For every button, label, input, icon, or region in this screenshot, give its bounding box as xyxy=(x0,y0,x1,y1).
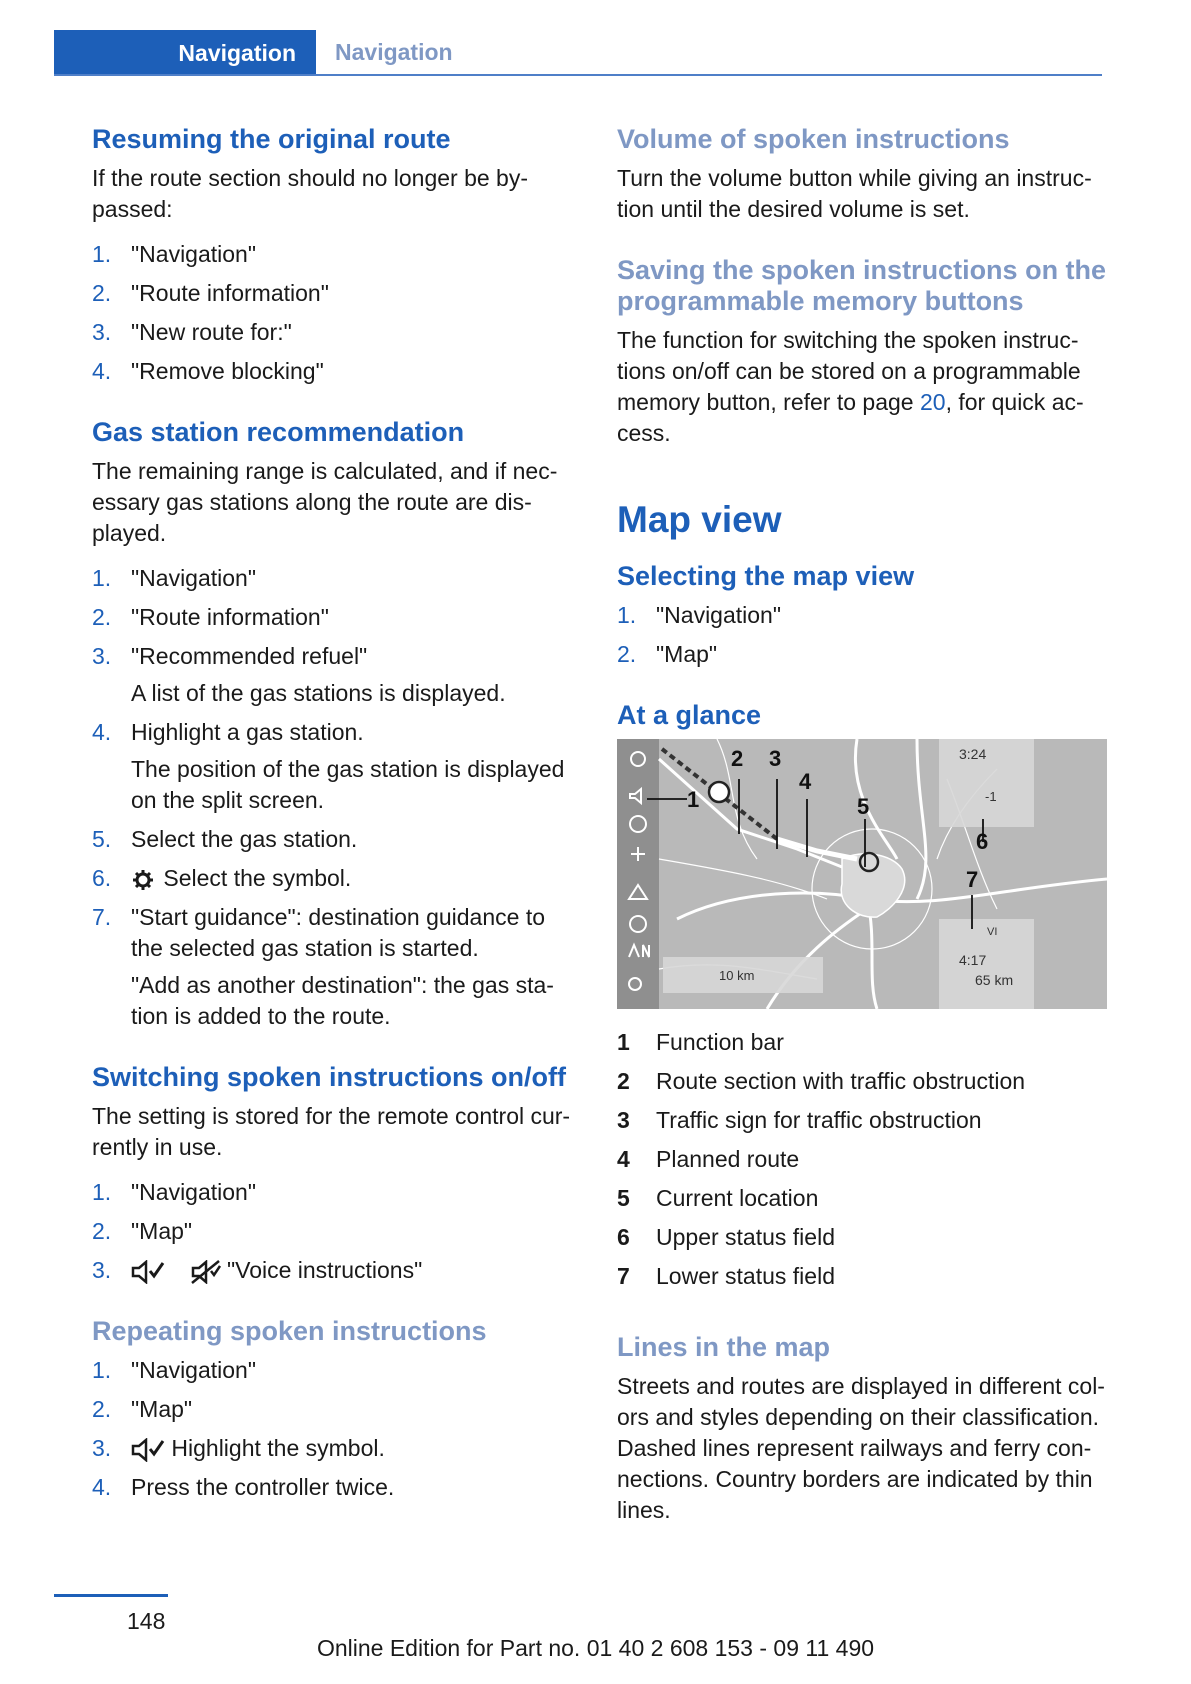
header-tab-label: Navigation xyxy=(178,40,296,66)
section-title: Repeating spoken instructions xyxy=(92,1316,487,1346)
step-item: 3. "Recommended refuel" xyxy=(92,643,368,669)
legend-item: 5 Current location xyxy=(617,1185,819,1211)
section-title: Selecting the map view xyxy=(617,561,915,591)
section-text: The function for switching the spoken instruc-tions on/off can be stored on a programmable memory button, refer to page 20, for quick ac-cess. xyxy=(617,327,1084,446)
page-number: 148 xyxy=(127,1608,166,1634)
speaker-muted-icon xyxy=(191,1260,221,1284)
section-switching xyxy=(92,1062,582,1286)
callout-2: 2 xyxy=(731,746,744,771)
step-item: 1. "Navigation" xyxy=(92,1357,257,1383)
section-text: Streets and routes are displayed in different col-ors and styles depending on their classification. Dashed lines represent railways and ferry con-nections. Country borders are indicated by thin lines. xyxy=(617,1373,1105,1523)
callout-6: 6 xyxy=(976,829,989,854)
step-item: 3. "New route for:" xyxy=(92,319,292,345)
callout-5: 5 xyxy=(857,794,870,819)
legend-item: 6 Upper status field xyxy=(617,1224,835,1250)
map-status-minus: -1 xyxy=(985,789,997,804)
step-item: 1. "Navigation" xyxy=(92,565,257,591)
header-subtitle: Navigation xyxy=(335,39,453,65)
step-list xyxy=(92,1177,582,1286)
section-repeating xyxy=(92,1316,582,1503)
section-text: Turn the volume button while giving an instruc-tion until the desired volume is set. xyxy=(617,165,1092,222)
map-roman: VI xyxy=(987,926,998,938)
section-intro: The remaining range is calculated, and if nec-essary gas stations along the route are dis-played. xyxy=(92,458,558,546)
step-item: 4. "Remove blocking" xyxy=(92,358,324,384)
header-tab xyxy=(54,30,316,76)
step-list xyxy=(92,239,582,387)
section-saving xyxy=(617,255,1107,449)
step-item: 6. Select the symbol. xyxy=(92,865,352,891)
legend-item: 7 Lower status field xyxy=(617,1263,835,1289)
section-lines xyxy=(617,1332,1107,1526)
step-item: 5. Select the gas station. xyxy=(92,826,358,852)
left-column xyxy=(92,124,582,1533)
step-item: 2. "Route information" xyxy=(92,280,329,306)
edition-note: Online Edition for Part no. 01 40 2 608 153 - 09 11 490 xyxy=(316,1635,875,1661)
step-item: 2. "Route information" xyxy=(92,604,329,630)
section-title: Resuming the original route xyxy=(92,124,451,154)
step-note: "Add as another destination": the gas sta-tion is added to the route. xyxy=(131,972,554,1029)
legend-item: 1 Function bar xyxy=(617,1029,784,1055)
legend-item: 3 Traffic sign for traffic obstruction xyxy=(617,1107,982,1133)
chapter-title: Map view xyxy=(617,499,782,540)
section-gas xyxy=(92,417,582,1032)
step-note: The position of the gas station is displayed on the split screen. xyxy=(131,756,565,813)
section-title: Volume of spoken instructions xyxy=(617,124,1010,154)
section-title: Switching spoken instructions on/off xyxy=(92,1062,567,1092)
map-legend xyxy=(617,1027,1107,1292)
section-selecting xyxy=(617,561,1107,670)
section-title: Lines in the map xyxy=(617,1332,831,1362)
map-distance: 65 km xyxy=(975,972,1014,988)
step-item: 1. "Navigation" xyxy=(617,602,782,628)
map-time: 3:24 xyxy=(959,746,987,762)
section-resume xyxy=(92,124,582,387)
section-intro: If the route section should no longer be by-passed: xyxy=(92,165,529,222)
step-item: 7. "Start guidance": destination guidance to the selected gas station is started. xyxy=(92,904,545,961)
step-item: 4. Highlight a gas station. xyxy=(92,719,364,745)
footer-rule xyxy=(54,1594,168,1597)
callout-3: 3 xyxy=(769,746,782,771)
settings-gear-icon xyxy=(131,868,157,892)
step-item: 2. "Map" xyxy=(617,641,718,667)
section-intro: The setting is stored for the remote control cur-rently in use. xyxy=(92,1103,571,1160)
legend-item: 2 Route section with traffic obstruction xyxy=(617,1068,1026,1094)
section-glance xyxy=(617,700,1107,1292)
step-item: 4. Press the controller twice. xyxy=(92,1474,395,1500)
step-item: 1. "Navigation" xyxy=(92,1179,257,1205)
header-rule xyxy=(54,74,1102,76)
section-title: At a glance xyxy=(617,700,762,730)
section-volume xyxy=(617,124,1107,225)
map-eta: 4:17 xyxy=(959,952,987,968)
step-item: 1. "Navigation" xyxy=(92,241,257,267)
section-title: Gas station recommendation xyxy=(92,417,465,447)
step-item: 3. "Voice instructions" xyxy=(92,1257,423,1283)
step-list xyxy=(617,600,1107,670)
speaker-check-icon xyxy=(131,1260,165,1284)
step-item: 2. "Map" xyxy=(92,1396,193,1422)
legend-item: 4 Planned route xyxy=(617,1146,800,1172)
step-note: A list of the gas stations is displayed. xyxy=(131,680,506,706)
step-list xyxy=(92,563,582,1032)
section-title: Saving the spoken instructions on the programmable memory buttons xyxy=(617,255,1107,316)
callout-7: 7 xyxy=(966,867,979,892)
step-item: 2. "Map" xyxy=(92,1218,193,1244)
navigation-map-screenshot xyxy=(617,739,1107,1009)
speaker-check-icon xyxy=(131,1438,165,1462)
callout-4: 4 xyxy=(799,769,812,794)
map-scale: 10 km xyxy=(719,968,755,983)
page-link[interactable]: 20 xyxy=(920,389,946,415)
step-list xyxy=(92,1355,582,1503)
right-column xyxy=(617,124,1107,1556)
step-item: 3. Highlight the symbol. xyxy=(92,1435,385,1461)
callout-1: 1 xyxy=(687,787,700,812)
